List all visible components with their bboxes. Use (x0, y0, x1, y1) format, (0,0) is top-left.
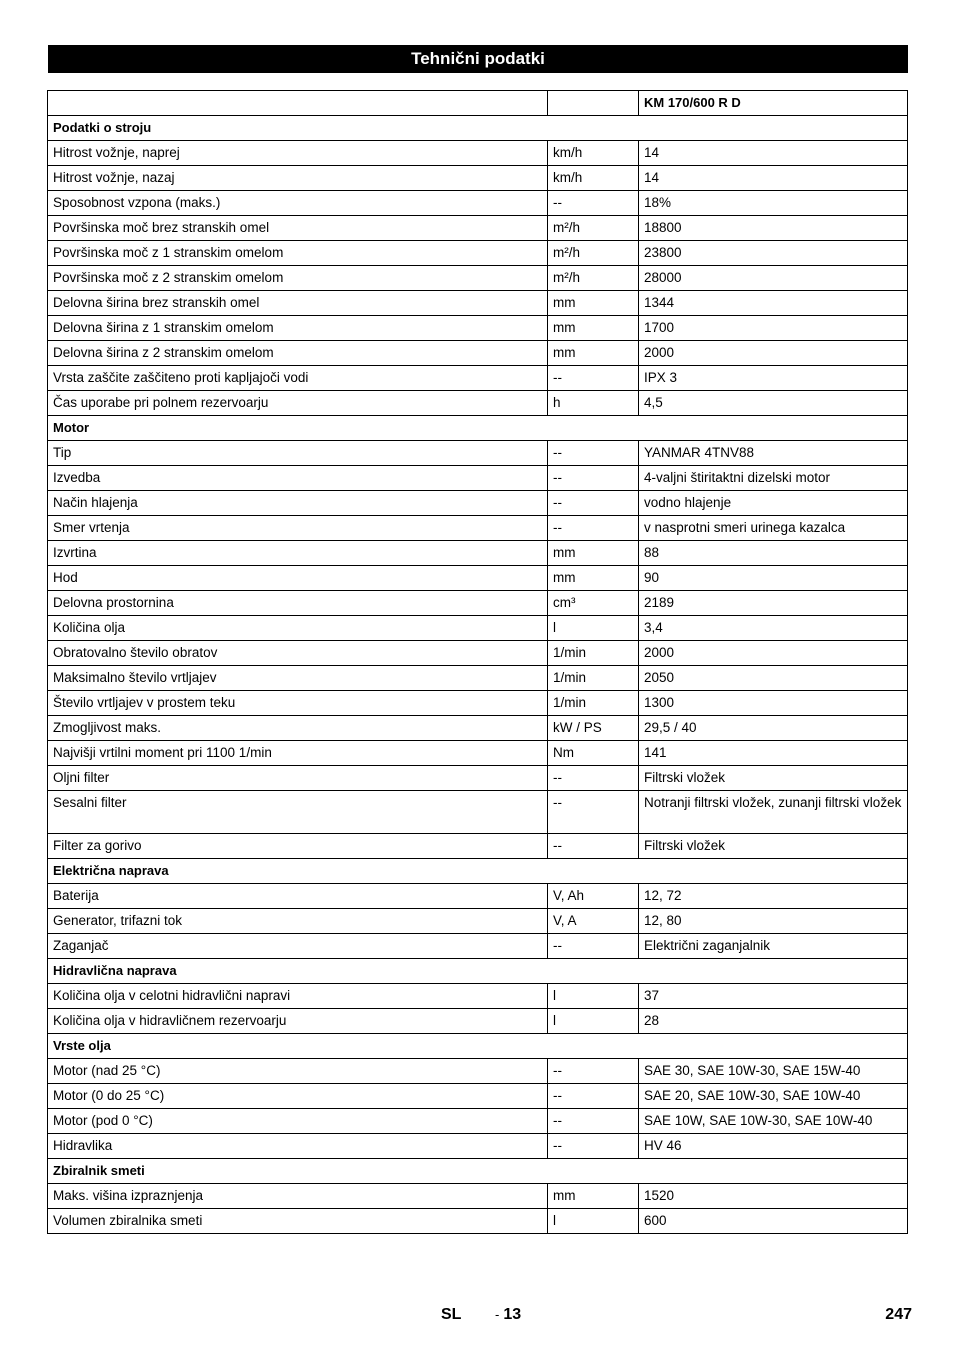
spec-name-cell: Izvrtina (48, 541, 548, 566)
spec-unit-cell: m²/h (548, 266, 639, 291)
spec-value-cell: 1344 (639, 291, 908, 316)
spec-value-cell: HV 46 (639, 1134, 908, 1159)
spec-value-cell: Notranji filtrski vložek, zunanji filtrski vložek (639, 791, 908, 834)
table-row (48, 466, 908, 491)
spec-name-cell: Sposobnost vzpona (maks.) (48, 191, 548, 216)
spec-name-cell: Površinska moč z 1 stranskim omelom (48, 241, 548, 266)
table-row (48, 834, 908, 859)
table-row (48, 1184, 908, 1209)
spec-unit-cell: m²/h (548, 241, 639, 266)
spec-unit-cell: -- (548, 516, 639, 541)
spec-unit-cell: km/h (548, 141, 639, 166)
spec-value-cell: SAE 20, SAE 10W-30, SAE 10W-40 (639, 1084, 908, 1109)
footer-language: SL (441, 1306, 462, 1323)
spec-name-cell: Volumen zbiralnika smeti (48, 1209, 548, 1234)
section-header-row (48, 116, 908, 141)
spec-value-cell: 2000 (639, 341, 908, 366)
spec-unit-cell: kW / PS (548, 716, 639, 741)
spec-unit-cell: -- (548, 934, 639, 959)
header-cell-unit (548, 91, 639, 116)
spec-name-cell: Površinska moč z 2 stranskim omelom (48, 266, 548, 291)
section-header-row (48, 416, 908, 441)
spec-value-cell: 88 (639, 541, 908, 566)
section-title: Električna naprava (48, 859, 908, 884)
table-row (48, 1209, 908, 1234)
technical-data-body (48, 91, 908, 1234)
spec-name-cell: Baterija (48, 884, 548, 909)
spec-unit-cell: m²/h (548, 216, 639, 241)
spec-unit-cell: l (548, 616, 639, 641)
spec-unit-cell: -- (548, 1134, 639, 1159)
spec-value-cell: Električni zaganjalnik (639, 934, 908, 959)
spec-unit-cell: mm (548, 341, 639, 366)
table-row (48, 741, 908, 766)
table-row (48, 1009, 908, 1034)
table-row (48, 266, 908, 291)
spec-unit-cell: -- (548, 191, 639, 216)
table-row (48, 1059, 908, 1084)
spec-name-cell: Površinska moč brez stranskih omel (48, 216, 548, 241)
section-title: Motor (48, 416, 908, 441)
spec-name-cell: Hidravlika (48, 1134, 548, 1159)
spec-name-cell: Motor (nad 25 °C) (48, 1059, 548, 1084)
spec-name-cell: Oljni filter (48, 766, 548, 791)
table-row (48, 716, 908, 741)
spec-value-cell: 4,5 (639, 391, 908, 416)
section-header-row (48, 959, 908, 984)
spec-name-cell: Hod (48, 566, 548, 591)
spec-unit-cell: cm³ (548, 591, 639, 616)
spec-unit-cell: -- (548, 1059, 639, 1084)
table-row (48, 541, 908, 566)
table-row (48, 1084, 908, 1109)
spec-unit-cell: 1/min (548, 691, 639, 716)
spec-name-cell: Izvedba (48, 466, 548, 491)
spec-value-cell: 141 (639, 741, 908, 766)
spec-name-cell: Število vrtljajev v prostem teku (48, 691, 548, 716)
spec-value-cell: 12, 80 (639, 909, 908, 934)
spec-value-cell: 3,4 (639, 616, 908, 641)
spec-name-cell: Delovna širina z 2 stranskim omelom (48, 341, 548, 366)
spec-unit-cell: -- (548, 441, 639, 466)
spec-value-cell: 18800 (639, 216, 908, 241)
table-row (48, 166, 908, 191)
spec-name-cell: Filter za gorivo (48, 834, 548, 859)
table-row (48, 616, 908, 641)
spec-unit-cell: V, Ah (548, 884, 639, 909)
spec-name-cell: Delovna prostornina (48, 591, 548, 616)
spec-name-cell: Maks. višina izpraznjenja (48, 1184, 548, 1209)
spec-value-cell: 18% (639, 191, 908, 216)
spec-unit-cell: -- (548, 491, 639, 516)
table-row (48, 1109, 908, 1134)
spec-value-cell: YANMAR 4TNV88 (639, 441, 908, 466)
spec-unit-cell: -- (548, 834, 639, 859)
page-title: Tehnični podatki (48, 45, 908, 73)
spec-name-cell: Maksimalno število vrtljajev (48, 666, 548, 691)
table-row (48, 566, 908, 591)
header-cell-model: KM 170/600 R D (639, 91, 908, 116)
spec-value-cell: 2189 (639, 591, 908, 616)
footer-section-page-number: 13 (503, 1306, 522, 1323)
table-row (48, 191, 908, 216)
spec-value-cell: 1700 (639, 316, 908, 341)
table-row (48, 391, 908, 416)
footer-dash: - (495, 1307, 500, 1322)
spec-name-cell: Motor (0 do 25 °C) (48, 1084, 548, 1109)
spec-value-cell: 23800 (639, 241, 908, 266)
table-row (48, 791, 908, 834)
spec-unit-cell: 1/min (548, 666, 639, 691)
section-title: Zbiralnik smeti (48, 1159, 908, 1184)
spec-value-cell: 14 (639, 166, 908, 191)
spec-unit-cell: mm (548, 566, 639, 591)
table-row (48, 934, 908, 959)
footer-section-page (495, 1306, 521, 1324)
spec-value-cell: 29,5 / 40 (639, 716, 908, 741)
footer-page-number: 247 (885, 1306, 912, 1323)
table-row (48, 366, 908, 391)
spec-name-cell: Delovna širina z 1 stranskim omelom (48, 316, 548, 341)
table-row (48, 141, 908, 166)
table-row (48, 1134, 908, 1159)
spec-name-cell: Delovna širina brez stranskih omel (48, 291, 548, 316)
table-row (48, 316, 908, 341)
spec-unit-cell: mm (548, 291, 639, 316)
spec-value-cell: 12, 72 (639, 884, 908, 909)
spec-value-cell: 4-valjni štiritaktni dizelski motor (639, 466, 908, 491)
spec-unit-cell: mm (548, 1184, 639, 1209)
table-row (48, 691, 908, 716)
table-row (48, 241, 908, 266)
spec-name-cell: Čas uporabe pri polnem rezervoarju (48, 391, 548, 416)
spec-name-cell: Količina olja (48, 616, 548, 641)
spec-unit-cell: -- (548, 366, 639, 391)
spec-value-cell: 1520 (639, 1184, 908, 1209)
table-row (48, 441, 908, 466)
table-row (48, 491, 908, 516)
spec-name-cell: Zmogljivost maks. (48, 716, 548, 741)
table-row (48, 666, 908, 691)
section-title: Podatki o stroju (48, 116, 908, 141)
spec-unit-cell: 1/min (548, 641, 639, 666)
spec-unit-cell: -- (548, 466, 639, 491)
spec-unit-cell: km/h (548, 166, 639, 191)
table-row (48, 291, 908, 316)
section-title: Hidravlična naprava (48, 959, 908, 984)
table-row (48, 884, 908, 909)
header-cell-name (48, 91, 548, 116)
spec-value-cell: 600 (639, 1209, 908, 1234)
spec-unit-cell: mm (548, 316, 639, 341)
spec-name-cell: Smer vrtenja (48, 516, 548, 541)
spec-name-cell: Količina olja v hidravličnem rezervoarju (48, 1009, 548, 1034)
spec-value-cell: 2000 (639, 641, 908, 666)
table-row (48, 984, 908, 1009)
spec-value-cell: vodno hlajenje (639, 491, 908, 516)
spec-unit-cell: -- (548, 766, 639, 791)
spec-value-cell: SAE 30, SAE 10W-30, SAE 15W-40 (639, 1059, 908, 1084)
spec-unit-cell: l (548, 1209, 639, 1234)
spec-name-cell: Motor (pod 0 °C) (48, 1109, 548, 1134)
spec-unit-cell: V, A (548, 909, 639, 934)
spec-unit-cell: l (548, 1009, 639, 1034)
spec-unit-cell: mm (548, 541, 639, 566)
spec-name-cell: Količina olja v celotni hidravlični napravi (48, 984, 548, 1009)
spec-value-cell: 28 (639, 1009, 908, 1034)
spec-value-cell: 28000 (639, 266, 908, 291)
section-title: Vrste olja (48, 1034, 908, 1059)
section-header-row (48, 1159, 908, 1184)
spec-name-cell: Generator, trifazni tok (48, 909, 548, 934)
spec-unit-cell: l (548, 984, 639, 1009)
spec-unit-cell: h (548, 391, 639, 416)
spec-unit-cell: -- (548, 1109, 639, 1134)
spec-name-cell: Sesalni filter (48, 791, 548, 834)
spec-unit-cell: -- (548, 1084, 639, 1109)
spec-name-cell: Način hlajenja (48, 491, 548, 516)
spec-name-cell: Tip (48, 441, 548, 466)
spec-name-cell: Vrsta zaščite zaščiteno proti kapljajoči vodi (48, 366, 548, 391)
table-row (48, 641, 908, 666)
spec-value-cell: 14 (639, 141, 908, 166)
spec-value-cell: 37 (639, 984, 908, 1009)
spec-name-cell: Obratovalno število obratov (48, 641, 548, 666)
spec-name-cell: Zaganjač (48, 934, 548, 959)
spec-value-cell: 1300 (639, 691, 908, 716)
table-header-row (48, 91, 908, 116)
spec-name-cell: Najvišji vrtilni moment pri 1100 1/min (48, 741, 548, 766)
spec-unit-cell: -- (548, 791, 639, 834)
section-header-row (48, 1034, 908, 1059)
spec-value-cell: Filtrski vložek (639, 766, 908, 791)
spec-name-cell: Hitrost vožnje, naprej (48, 141, 548, 166)
spec-value-cell: v nasprotni smeri urinega kazalca (639, 516, 908, 541)
table-row (48, 766, 908, 791)
table-row (48, 909, 908, 934)
spec-value-cell: 90 (639, 566, 908, 591)
technical-data-table (47, 90, 908, 1234)
spec-name-cell: Hitrost vožnje, nazaj (48, 166, 548, 191)
spec-value-cell: SAE 10W, SAE 10W-30, SAE 10W-40 (639, 1109, 908, 1134)
table-row (48, 341, 908, 366)
spec-unit-cell: Nm (548, 741, 639, 766)
section-header-row (48, 859, 908, 884)
spec-value-cell: Filtrski vložek (639, 834, 908, 859)
spec-value-cell: IPX 3 (639, 366, 908, 391)
table-row (48, 591, 908, 616)
table-row (48, 216, 908, 241)
spec-value-cell: 2050 (639, 666, 908, 691)
table-row (48, 516, 908, 541)
